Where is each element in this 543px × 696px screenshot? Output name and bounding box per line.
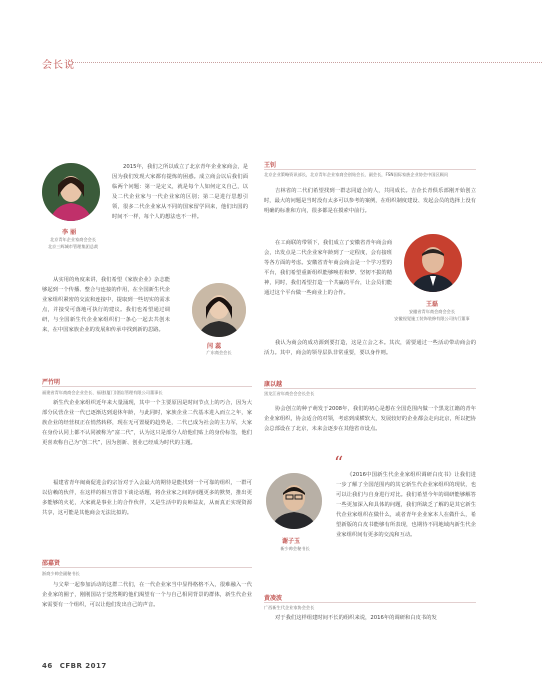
profile-name: 谢子玉 bbox=[282, 538, 301, 545]
quote-text: 对于我们这样组建时间不长的组织来说，2016年的调研和白皮书的发 bbox=[275, 615, 437, 621]
portrait-yan-rui bbox=[192, 283, 246, 337]
divider bbox=[264, 602, 476, 603]
profile-caption: 安徽省青年商会商会会长 安徽视觉施工装饰装修有限公司执行董事 bbox=[394, 309, 470, 321]
quote-mark-icon: “ bbox=[334, 453, 344, 474]
profile-name: 闫 蕊 bbox=[207, 343, 222, 350]
quote-text: 我认为商会的成功源到要打造，这是立会之本。其次，需要通过一些活动带动商会的活力。其中，商会的领导层队非常重要，要以身作则。 bbox=[264, 340, 476, 356]
profile-caption: 北京青年企业家商会会长 北京三辉城市管理集团总裁 bbox=[47, 237, 99, 249]
profile-name: 严竹明 bbox=[42, 379, 61, 386]
quote-text: 福建省青年闽商促进会的宗旨对于入会最大的期待是能找到一个可靠的组织，一群可以信赖的伙伴，在这样的相互背景下谈论话题，将企业家之间的问题更多的默契，推出更多能够的火花，大家就是事业上的合作伙伴，又是生活中的良师益友，从而真正实现资源共享，这可能是其他商会无法比拟的。 bbox=[42, 480, 252, 516]
divider bbox=[42, 386, 252, 387]
quote-text: 新生代企业家组织近年来大量涌现，其中一个主要原因是时间节点上的巧合，因为大部分民营企业一代已逐渐达到退休年龄，与此同时，家族企业二代基本进入而立之年，家族企业的经营权正在悄然转移，现在无可置疑的趋势是，二代已成为社会的主力军，大家在身份认同上都不认同被称为“富二代”，认为这只是部分人给他们贴上的身份标签，他们更喜欢称自己为“创二代”，因为创新、创业已经成为时代的主题。 bbox=[42, 400, 252, 446]
magazine-name: CFBR 2017 bbox=[59, 662, 107, 670]
page-footer bbox=[42, 662, 107, 670]
quote-text: 协会创立的种子萌发于2008年，我们的初心是想在全国范围内做一个黑龙江籍的青年企业家组织，协会适合的对领，考虑到成横软大，发展较好的企业都会走向北京，所以把协会总部设在了北京，未来会逐步在其他省市设点。 bbox=[264, 406, 476, 432]
profile-name: 康以越 bbox=[264, 381, 283, 388]
divider bbox=[264, 388, 476, 389]
divider bbox=[264, 169, 476, 170]
quote-text: 在工商联的带领下，我们成立了安徽省青年商会商会，出发点是二代企业家年龄到了一定程度，会有接班等各方面的考虑。安徽省青年商会商会是一个学习型的平台，我们希望重新组织能够唤若和梦、坚韧不拔的精神，同时，我们希望打造一个共赢的平台，让会员们能通过这个平台做一些商业上的合作。 bbox=[264, 240, 392, 296]
portrait-li-li bbox=[42, 163, 100, 221]
profile-name: 黄凌波 bbox=[264, 595, 283, 602]
quote-text: 《2016中国新生代企业家组织调研白皮书》让我们进一步了解了全国范围内的其它新生代企业家组织的现状，也可以让我们与自身进行对比。我们希望今年的调研能够解答一些更加深入和具体的问题，我们所缺乏了解的是其它新生代企业家组织在做什么，或者青年企业家本人在做什么，希望新版的白皮书能够有所表现，也期待不同地域内新生代企业家组织间有更多的交流和互动。 bbox=[336, 472, 476, 538]
profile-name: 李 丽 bbox=[62, 229, 77, 236]
profile-name: 王钊 bbox=[264, 162, 277, 169]
divider bbox=[42, 567, 252, 568]
quote-text: 吉林省的二代们希望找到一群志同道合的人，共同成长。吉企长青俱乐部刚开始创立时，最大的问题是当时没有太多可以参考的案例，在组织制度建设、发起会员的选择上没有明确的标准和方向，很多都是在摸索中前行。 bbox=[264, 188, 476, 214]
profile-caption: 福建省青年商商会企业会长、福建(厦门)酒店管理有限公司董事长 bbox=[42, 390, 163, 395]
header-divider bbox=[72, 62, 542, 63]
profile-caption: 新少帅会秘书长 bbox=[280, 546, 310, 551]
page-number: 46 bbox=[42, 662, 53, 670]
profile-name: 王磊 bbox=[426, 301, 439, 308]
profile-caption: 广东商会会长 bbox=[206, 350, 232, 355]
profile-name: 邵嘉贤 bbox=[42, 560, 61, 567]
quote-text: 与父辈一起参加活动的这群二代们，在一代企业家当中显得格格不入，很难融入一代企业家的圈子，刚刚国站于觉然期的他们渴望有一个与自己相同背景的群体，新生代企业家需要有一个组织，可以让他们发出自己的声音。 bbox=[42, 582, 252, 608]
section-title: 会长说 bbox=[42, 60, 75, 71]
profile-caption: 广西新生代企业家协会会长 bbox=[264, 605, 315, 610]
profile-caption: 北京企业策略资讯部长，北京青年企业家商会创始会长、副会长，FSN国际家族企业协会中国区顾问 bbox=[264, 172, 449, 177]
portrait-xie-ziyu bbox=[266, 473, 322, 529]
portrait-wang-lei bbox=[404, 234, 462, 292]
profile-caption: 黑龙江省年商会会会长会长 bbox=[264, 391, 315, 396]
quote-text: 2015年，我们之所以成立了北京青年企业家商会，是因为我们发现大家都有提炼的困惑。成立商会以后我们面临两个问题：第一是定义，就是每个人如何定义自己，以及二代企业家与一代企业家的区别；第二是进行思想引领，很多二代企业家从不同的国家留学回来，他们出国的时间不一样，每个人的想法也不一样。 bbox=[112, 164, 248, 220]
profile-caption: 浙商少帅会副秘书长 bbox=[42, 571, 80, 576]
quote-text: 从实用的角度来讲，我们希望《家族企业》杂志能够起到一个传播、整合与连接的作用，在全国新生代企业家组织紧密的交流和连接中，提取到一些切实的需求点，并接受可落地可执行的建议。我们也希望通过调研，与全国新生代企业家组织们一条心一起去共创未来，在中国家族企业的发展和传承中找到新的思路。 bbox=[42, 277, 170, 333]
